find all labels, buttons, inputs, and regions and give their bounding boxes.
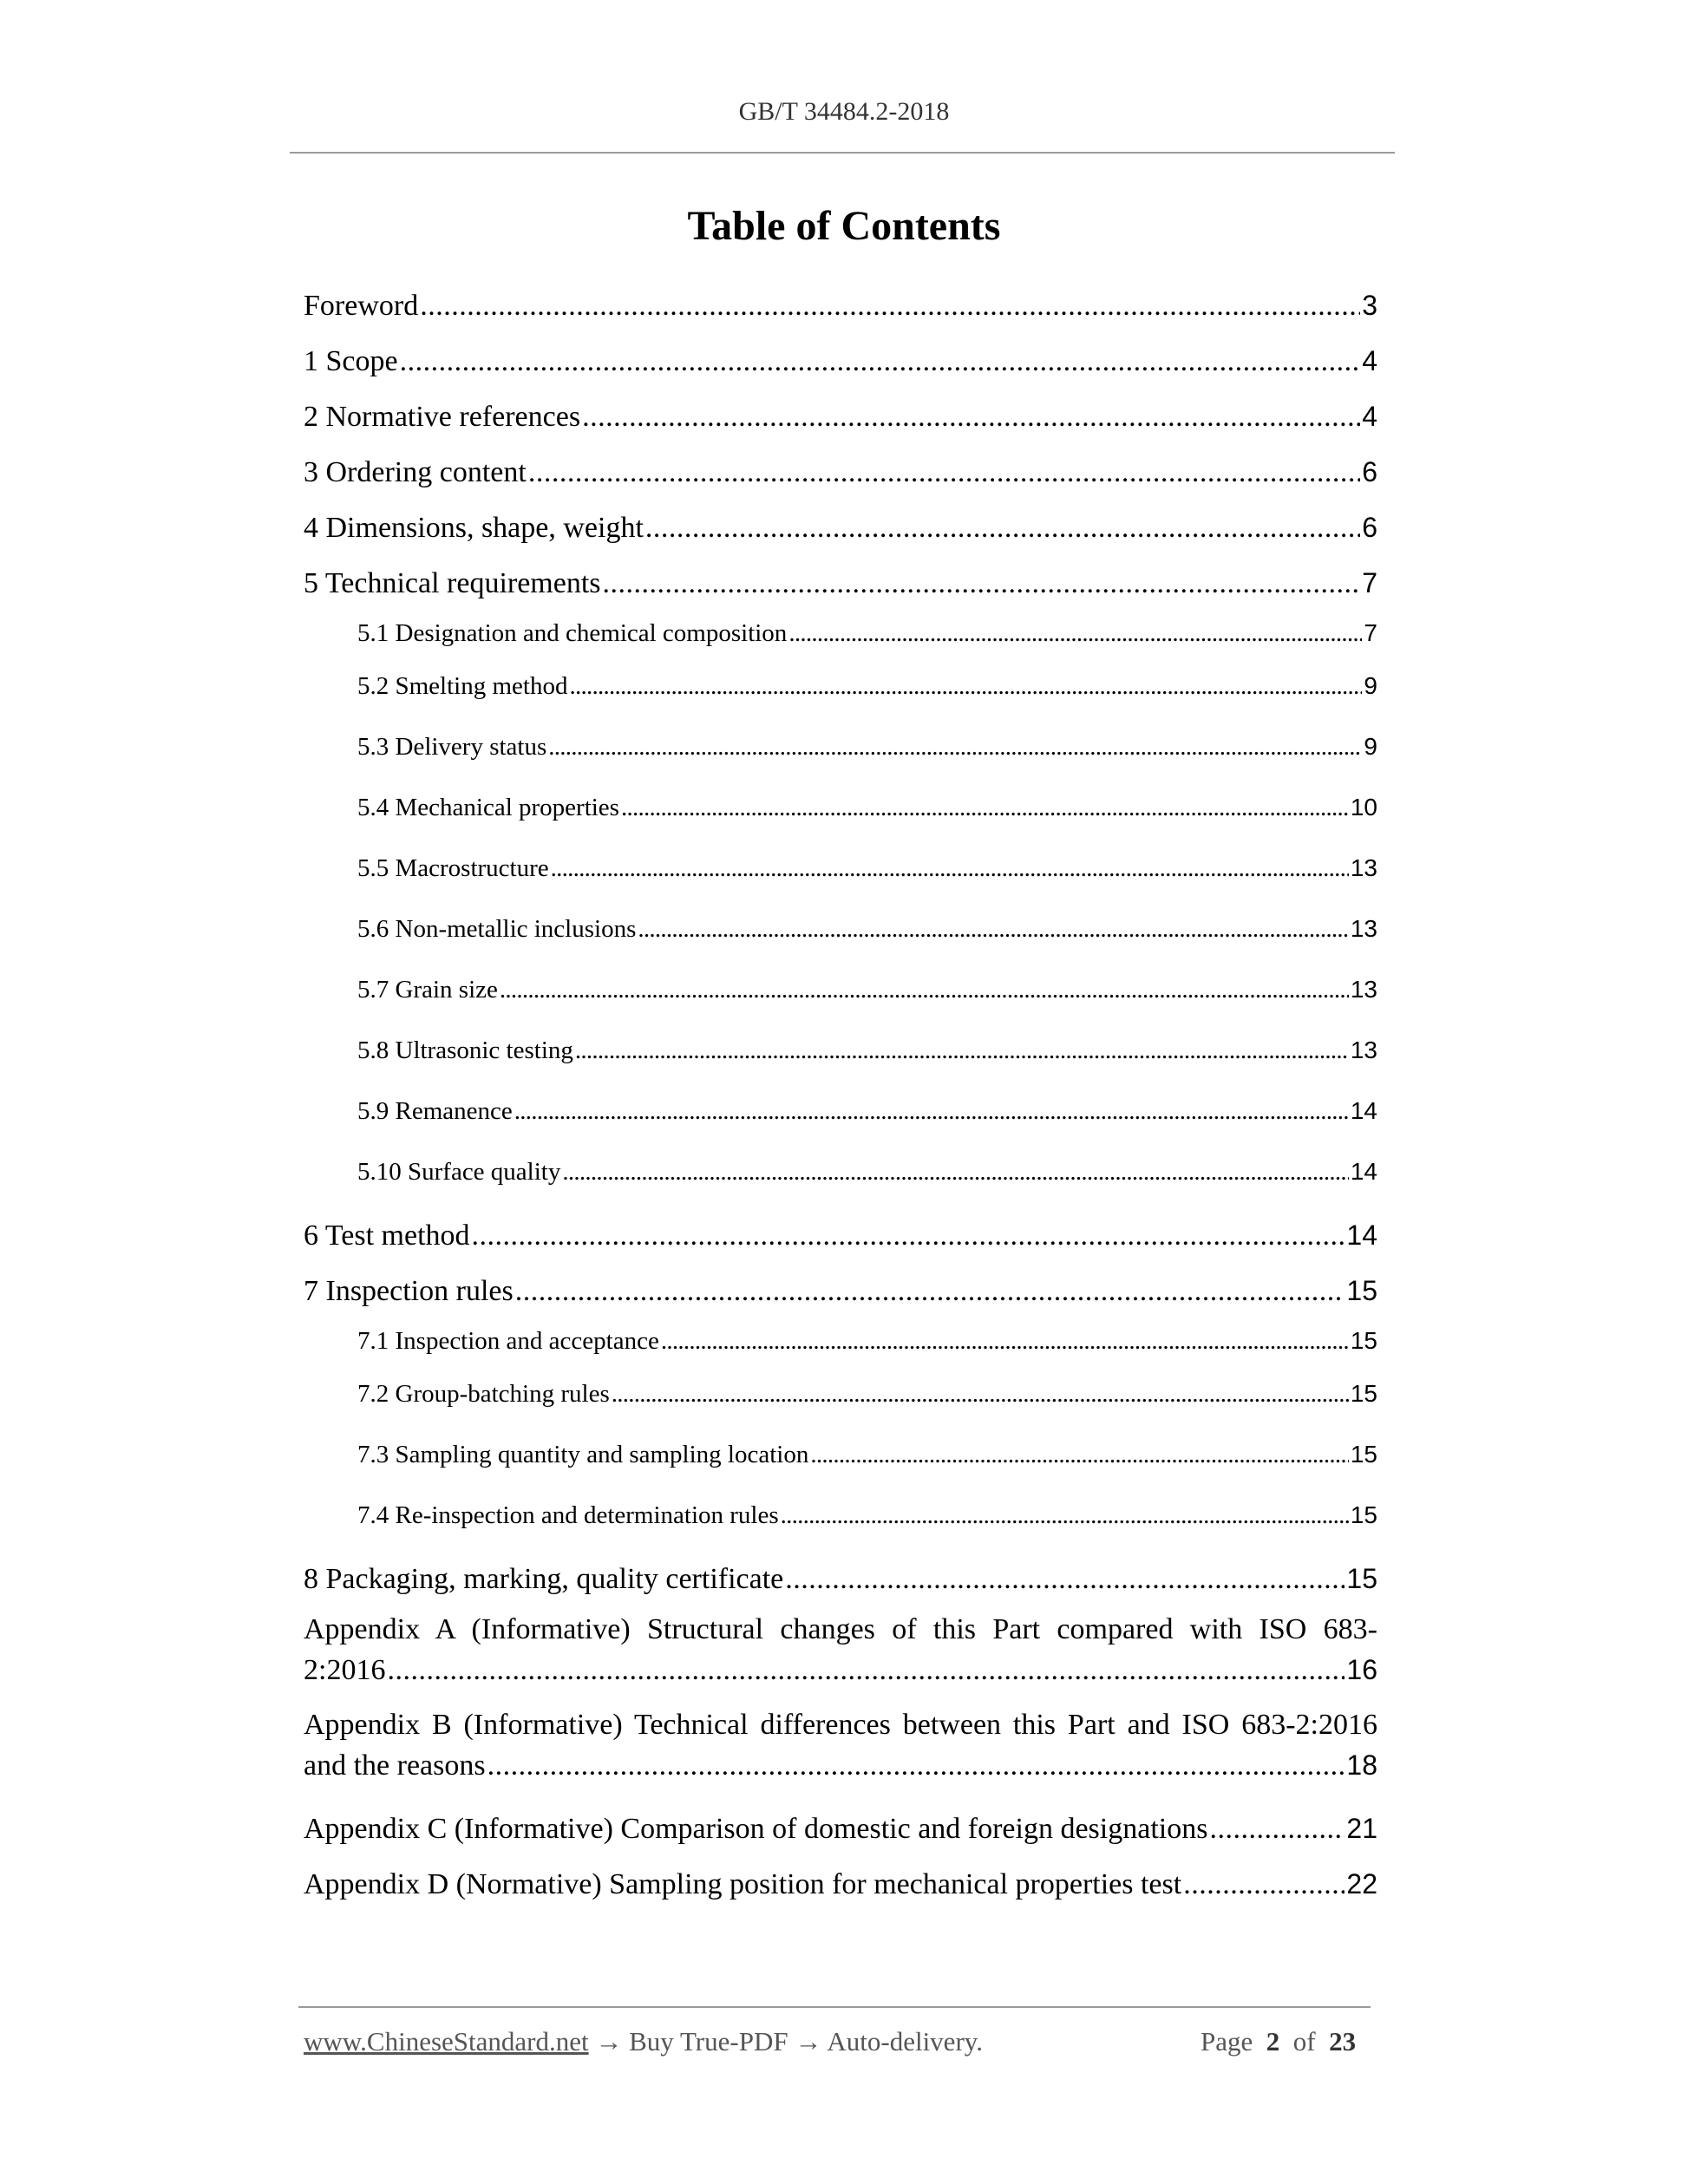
- toc-entry-label: 7.2 Group-batching rules: [357, 1380, 610, 1408]
- toc-entry-appendix-a[interactable]: [304, 1610, 1377, 1690]
- toc-entry-technical-requirements[interactable]: [304, 555, 1377, 611]
- toc-entry-ordering-content[interactable]: [304, 444, 1377, 500]
- toc-subentry-7-4[interactable]: [304, 1485, 1377, 1546]
- toc-entry-scope[interactable]: [304, 333, 1377, 389]
- dot-leader: [810, 1424, 1349, 1485]
- toc-subentry-5-9[interactable]: [304, 1081, 1377, 1141]
- dot-leader: [788, 611, 1362, 656]
- toc-entry-page: 15: [1350, 1380, 1377, 1407]
- toc-subentry-5-10[interactable]: [304, 1141, 1377, 1202]
- toc-entry-label: 7 Inspection rules: [304, 1275, 514, 1307]
- document-id-header: GB/T 34484.2-2018: [738, 97, 950, 126]
- toc-entry-label: 7.1 Inspection and acceptance: [357, 1327, 659, 1355]
- toc-entry-page: 13: [1350, 976, 1377, 1003]
- page-word: Page: [1201, 2026, 1253, 2056]
- dot-leader: [569, 656, 1362, 716]
- dot-leader: [514, 1081, 1349, 1141]
- toc-entry-label: 5.5 Macrostructure: [357, 854, 549, 882]
- toc-entry-label: Appendix B (Informative) Technical differences between this Part and ISO 683-2:2016: [304, 1709, 1377, 1741]
- dot-leader: [528, 445, 1360, 500]
- toc-entry-label: Foreword: [304, 290, 419, 322]
- toc-entry-page: 15: [1350, 1441, 1377, 1468]
- toc-entry-page: 4: [1362, 401, 1377, 432]
- toc-entry-label: 5.7 Grain size: [357, 976, 498, 1004]
- toc-entry-page: 21: [1346, 1813, 1377, 1844]
- dot-leader: [638, 899, 1348, 959]
- toc-subentry-7-2[interactable]: [304, 1363, 1377, 1424]
- toc-entry-label: 5.9 Remanence: [357, 1097, 513, 1125]
- dot-leader: [515, 1264, 1345, 1319]
- toc-subentry-5-6[interactable]: [304, 899, 1377, 959]
- dot-leader: [1183, 1857, 1345, 1913]
- toc-entry-page: 15: [1350, 1501, 1377, 1528]
- toc-entry-label: 7.4 Re-inspection and determination rules: [357, 1501, 779, 1529]
- toc-entry-label: 5.2 Smelting method: [357, 672, 568, 700]
- toc-entry-label: 3 Ordering content: [304, 456, 527, 488]
- toc-entry-label: 5.8 Ultrasonic testing: [357, 1036, 573, 1064]
- toc-entry-continuation: [304, 1650, 1377, 1690]
- toc-entry-page: 10: [1350, 794, 1377, 821]
- toc-entry-label-cont: and the reasons: [304, 1749, 486, 1782]
- of-word: of: [1292, 2026, 1316, 2056]
- toc-entry-page: 15: [1346, 1275, 1377, 1306]
- toc-entry-page: 6: [1362, 456, 1377, 487]
- toc-entry-page: 13: [1350, 1036, 1377, 1063]
- toc-entry-test-method[interactable]: [304, 1207, 1377, 1263]
- website-link[interactable]: www.ChineseStandard.net: [304, 2026, 589, 2056]
- total-page-count: 23: [1329, 2026, 1357, 2056]
- toc-subentry-5-2[interactable]: [304, 656, 1377, 716]
- toc-entry-page: 7: [1362, 567, 1377, 598]
- toc-entry-label: 5.6 Non-metallic inclusions: [357, 915, 637, 943]
- toc-entry-label-cont: 2:2016: [304, 1654, 386, 1686]
- toc-entry-label: 8 Packaging, marking, quality certificate: [304, 1563, 784, 1595]
- toc-subentry-5-5[interactable]: [304, 838, 1377, 899]
- toc-entry-page: 18: [1346, 1749, 1377, 1781]
- toc-entry-page: 13: [1350, 854, 1377, 881]
- dot-leader: [400, 334, 1361, 389]
- toc-entry-label: Appendix A (Informative) Structural changes of this Part compared with ISO 683-: [304, 1613, 1377, 1645]
- toc-entry-page: 4: [1362, 345, 1377, 376]
- toc-subentry-7-3[interactable]: [304, 1424, 1377, 1485]
- dot-leader: [781, 1485, 1349, 1546]
- toc-entry-label: 7.3 Sampling quantity and sampling location: [357, 1441, 809, 1468]
- toc-subentry-5-3[interactable]: [304, 716, 1377, 777]
- toc-entry-label: 2 Normative references: [304, 401, 581, 433]
- dot-leader: [387, 1651, 1345, 1690]
- dot-leader: [551, 838, 1349, 899]
- toc-entry-foreword[interactable]: [304, 278, 1377, 333]
- toc-entry-appendix-d[interactable]: [304, 1856, 1377, 1912]
- dot-leader: [487, 1746, 1345, 1786]
- toc-entry-label: 5 Technical requirements: [304, 567, 601, 599]
- page-title: Table of Contents: [687, 203, 1001, 249]
- toc-entry-normative-references[interactable]: [304, 389, 1377, 444]
- dot-leader: [785, 1552, 1345, 1607]
- toc-entry-appendix-c[interactable]: [304, 1801, 1377, 1856]
- toc-entry-page: 13: [1350, 915, 1377, 942]
- dot-leader: [575, 1020, 1349, 1081]
- footer-promo: [304, 2026, 983, 2057]
- header-divider: [290, 152, 1395, 154]
- toc-entry-page: 14: [1346, 1220, 1377, 1251]
- toc-entry-label: 6 Test method: [304, 1220, 470, 1252]
- dot-leader: [612, 1363, 1349, 1424]
- dot-leader: [420, 278, 1360, 334]
- toc-entry-page: 14: [1350, 1097, 1377, 1124]
- dot-leader: [500, 959, 1349, 1020]
- toc-entry-continuation: [304, 1745, 1377, 1785]
- dot-leader: [661, 1318, 1349, 1363]
- dot-leader: [603, 556, 1361, 611]
- footer-tagline: → Buy True-PDF → Auto-delivery.: [588, 2026, 983, 2056]
- toc-subentry-5-1[interactable]: [304, 611, 1377, 656]
- toc-entry-label: 5.1 Designation and chemical composition: [357, 619, 788, 647]
- dot-leader: [1209, 1801, 1345, 1857]
- dot-leader: [548, 716, 1362, 777]
- dot-leader: [621, 777, 1349, 838]
- toc-entry-label: Appendix D (Normative) Sampling position for mechanical properties test: [304, 1868, 1182, 1900]
- toc-entry-page: 15: [1346, 1563, 1377, 1594]
- toc-entry-page: 6: [1362, 512, 1377, 543]
- toc-entry-label: 5.4 Mechanical properties: [357, 794, 619, 821]
- toc-entry-appendix-b[interactable]: [304, 1705, 1377, 1785]
- current-page-number: 2: [1266, 2026, 1280, 2056]
- toc-subentry-5-4[interactable]: [304, 777, 1377, 838]
- table-of-contents: [304, 278, 1377, 1912]
- toc-entry-page: 9: [1364, 672, 1377, 699]
- toc-subentry-5-8[interactable]: [304, 1020, 1377, 1081]
- toc-entry-label: 5.3 Delivery status: [357, 733, 547, 761]
- toc-subentry-7-1[interactable]: [304, 1318, 1377, 1363]
- toc-entry-label: 5.10 Surface quality: [357, 1158, 561, 1186]
- toc-entry-page: 15: [1350, 1327, 1377, 1354]
- dot-leader: [645, 500, 1360, 556]
- toc-entry-label: Appendix C (Informative) Comparison of domestic and foreign designations: [304, 1813, 1208, 1845]
- toc-entry-page: 3: [1362, 290, 1377, 321]
- toc-entry-page: 22: [1346, 1868, 1377, 1900]
- dot-leader: [472, 1208, 1345, 1264]
- toc-entry-label: 4 Dimensions, shape, weight: [304, 512, 644, 544]
- footer-divider: [298, 2006, 1371, 2008]
- toc-entry-label: 1 Scope: [304, 345, 398, 377]
- toc-entry-inspection-rules[interactable]: [304, 1263, 1377, 1318]
- toc-subentry-5-7[interactable]: [304, 959, 1377, 1020]
- toc-entry-packaging[interactable]: [304, 1551, 1377, 1606]
- toc-entry-page: 14: [1350, 1158, 1377, 1185]
- toc-entry-dimensions[interactable]: [304, 500, 1377, 555]
- toc-entry-page: 7: [1364, 619, 1377, 646]
- toc-entry-page: 9: [1364, 733, 1377, 760]
- toc-entry-page: 16: [1346, 1654, 1377, 1685]
- dot-leader: [582, 389, 1360, 445]
- page-counter: [1201, 2026, 1356, 2057]
- dot-leader: [562, 1141, 1348, 1202]
